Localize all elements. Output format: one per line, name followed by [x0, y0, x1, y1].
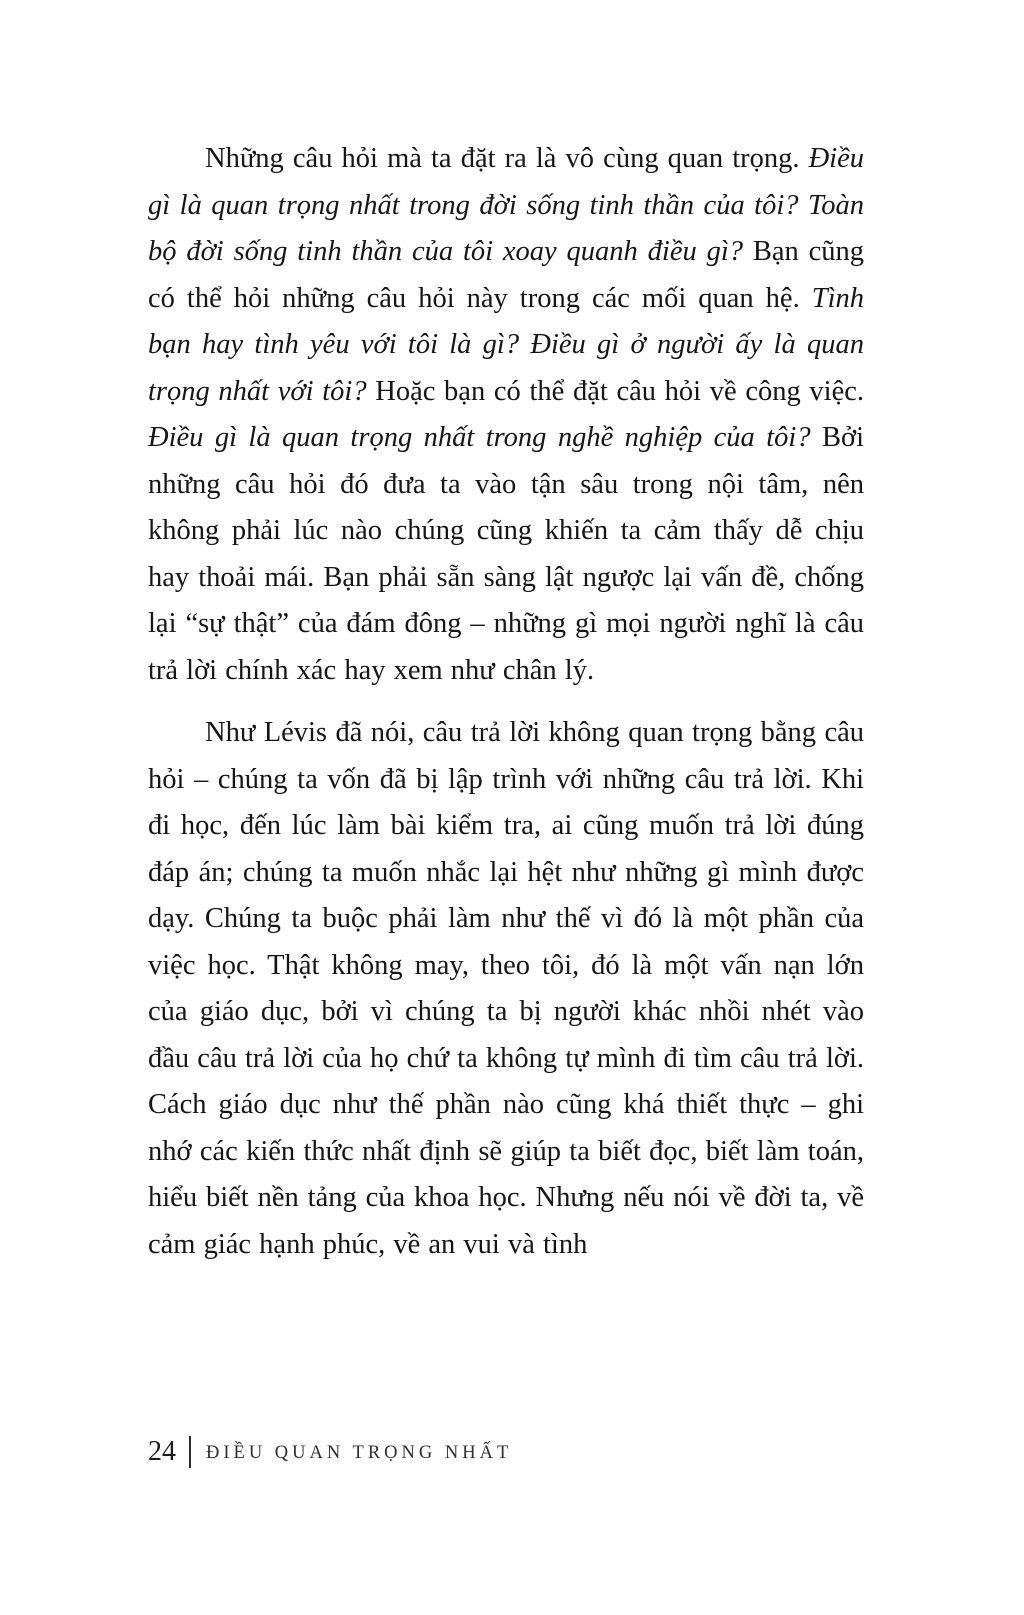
body-text-run: Bạn cũng có thể hỏi những câu hỏi này trong các mối quan hệ. — [148, 236, 865, 314]
footer — [148, 1436, 512, 1468]
paragraph — [148, 710, 864, 1268]
emphasized-text-run: Điều gì là quan trọng nhất trong đời sống tinh thần của tôi? Toàn bộ đời sống tinh thần của tôi xoay quanh điều gì? — [148, 143, 864, 267]
footer-divider — [189, 1436, 191, 1468]
book-title: ĐIỀU QUAN TRỌNG NHẤT — [206, 1443, 513, 1464]
emphasized-text-run: Điều gì là quan trọng nhất trong nghề nghiệp của tôi? — [148, 422, 822, 453]
body-text-run: Như Lévis đã nói, câu trả lời không quan trọng bằng câu hỏi – chúng ta vốn đã bị lập trình với những câu trả lời. Khi đi học, đến lúc làm bài kiểm tra, ai cũng muốn trả lời đúng đáp án; chúng ta muốn nhắc lại hệt như những gì mình được dạy. Chúng ta buộc phải làm như thế vì đó là một phần của việc học. Thật không may, theo tôi, đó là một vấn nạn lớn của giáo dục, bởi vì chúng ta bị người khác nhồi nhét vào đầu câu trả lời của họ chứ ta không tự mình đi tìm câu trả lời. Cách giáo dục như thế phần nào cũng khá thiết thực – ghi nhớ các kiến thức nhất định sẽ giúp ta biết đọc, biết làm toán, hiểu biết nền tảng của khoa học. Nhưng nếu nói về đời ta, về cảm giác hạnh phúc, về an vui và tình — [148, 717, 864, 1260]
body-text-run: Những câu hỏi mà ta đặt ra là vô cùng quan trọng. — [205, 143, 809, 174]
paragraph — [148, 136, 864, 694]
emphasized-text-run: Tình bạn hay tình yêu với tôi là gì? Điều gì ở người ấy là quan trọng nhất với tôi? — [148, 282, 864, 407]
body-text-run: Bởi những câu hỏi đó đưa ta vào tận sâu trong nội tâm, nên không phải lúc nào chúng cũng khiến ta cảm thấy dễ chịu hay thoải mái. Bạn phải sẵn sàng lật ngược lại vấn đề, chống lại “sự thật” của đám đông – những gì mọi người nghĩ là câu trả lời chính xác hay xem như chân lý. — [148, 422, 864, 686]
body-text-run: Hoặc bạn có thể đặt câu hỏi về công việc. — [375, 375, 864, 407]
body-text — [148, 136, 864, 1284]
page-number: 24 — [148, 1436, 176, 1467]
